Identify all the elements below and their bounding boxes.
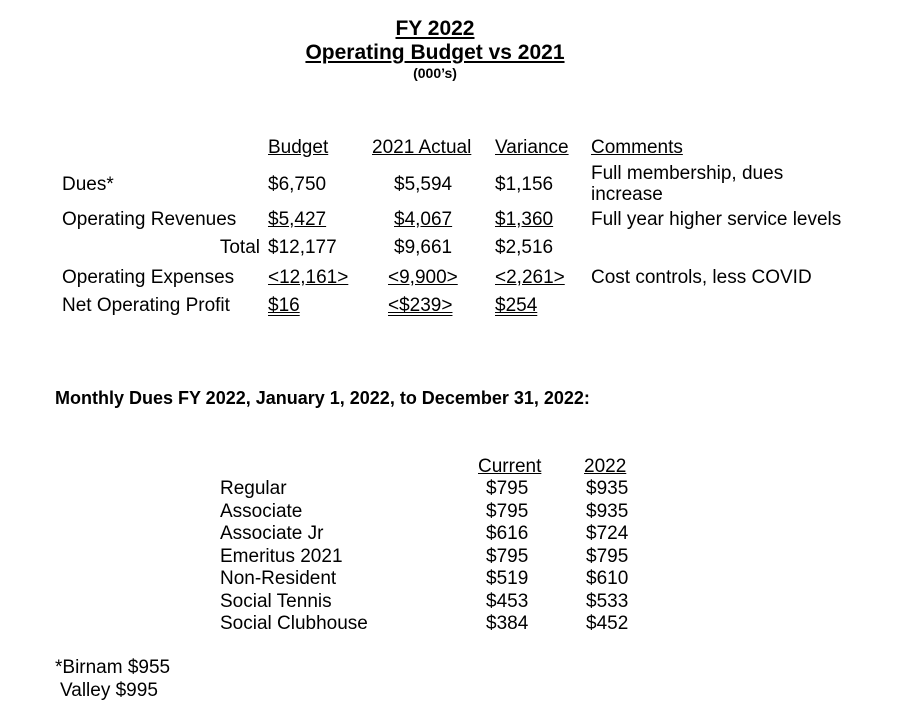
dues-name: Regular	[220, 478, 287, 499]
actual-value: $5,594	[394, 174, 453, 195]
row-label: Operating Revenues	[62, 209, 237, 230]
variance-value: $1,156	[495, 174, 554, 195]
comment: Cost controls, less COVID	[591, 267, 812, 288]
variance-value: $1,360	[495, 209, 554, 230]
current-rate: $519	[486, 568, 529, 589]
actual-value: $4,067	[394, 209, 453, 230]
variance-value: $2,516	[495, 237, 554, 258]
dues-name: Social Clubhouse	[220, 613, 368, 634]
budget-value: $5,427	[268, 209, 327, 230]
dues-name: Non-Resident	[220, 568, 337, 589]
rate-2022: $610	[586, 568, 629, 589]
variance-value: <2,261>	[495, 267, 565, 288]
rate-2022: $935	[586, 478, 629, 499]
current-rate: $795	[486, 545, 529, 567]
budget-value: $6,750	[268, 174, 327, 195]
header-budget: Budget	[268, 137, 329, 158]
comment: Full year higher service levels	[591, 209, 842, 230]
current-rate: $453	[486, 590, 529, 612]
rate-2022: $724	[586, 523, 629, 544]
row-label: Operating Expenses	[62, 267, 235, 288]
dues-name: Social Tennis	[220, 590, 332, 612]
header-2022: 2022	[584, 456, 627, 477]
budget-value: $12,177	[268, 237, 337, 258]
footnote-birnam: *Birnam $955	[55, 657, 171, 678]
budget-value: <12,161>	[268, 267, 349, 288]
row-label: Dues*	[62, 174, 114, 195]
actual-value: <9,900>	[388, 267, 458, 288]
rate-2022: $935	[586, 500, 629, 522]
dues-name: Associate	[220, 500, 303, 522]
current-rate: $384	[486, 613, 529, 634]
header-current: Current	[478, 456, 542, 477]
dues-name: Associate Jr	[220, 523, 324, 544]
current-rate: $616	[486, 523, 529, 544]
footnote-valley: Valley $995	[60, 680, 158, 701]
dues-name: Emeritus 2021	[220, 545, 343, 567]
title-units: (000’s)	[413, 65, 457, 81]
actual-value: <$239>	[388, 295, 453, 316]
budget-value: $16	[268, 295, 300, 316]
current-rate: $795	[486, 500, 529, 522]
title-subtitle: Operating Budget vs 2021	[305, 41, 565, 64]
comment: Full membership, dues	[591, 163, 784, 184]
variance-value: $254	[495, 295, 538, 316]
rate-2022: $452	[586, 613, 629, 634]
current-rate: $795	[486, 478, 529, 499]
header-comments: Comments	[591, 137, 683, 158]
rate-2022: $533	[586, 590, 629, 612]
monthly-dues-heading: Monthly Dues FY 2022, January 1, 2022, to December 31, 2022:	[55, 388, 590, 408]
actual-value: $9,661	[394, 237, 453, 258]
title-year: FY 2022	[395, 17, 475, 40]
header-2021-actual: 2021 Actual	[372, 137, 472, 158]
row-label: Total	[219, 237, 260, 258]
header-variance: Variance	[495, 137, 569, 158]
comment-continued: increase	[591, 184, 663, 205]
rate-2022: $795	[586, 545, 629, 567]
row-label: Net Operating Profit	[62, 295, 230, 316]
